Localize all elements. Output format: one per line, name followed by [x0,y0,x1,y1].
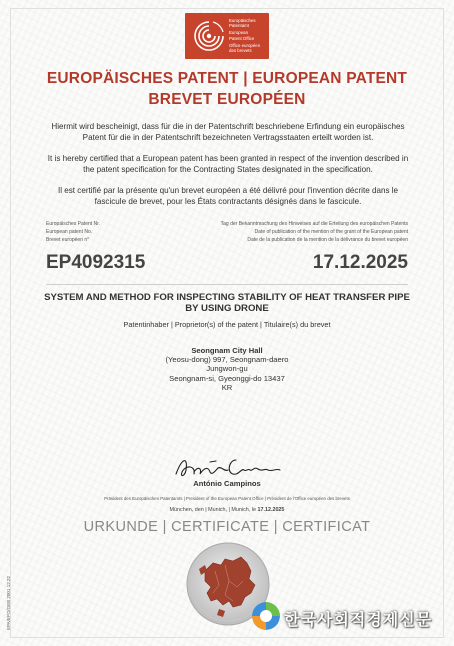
label-text: Date of publication of the mention of the grant of the European patent [254,229,408,235]
logo-text [229,18,260,53]
watermark-text: 한국사회적경제신문 [284,610,433,629]
grant-date: 17.12.2025 [312,252,408,273]
patent-holder [0,346,454,392]
holder-address-line: Jungwon-gu [206,364,248,374]
signatory-name: António Campinos [193,479,261,488]
certificate-title: EUROPÄISCHES PATENT | EUROPEAN PATENT [46,70,408,87]
certificate-subtitle: BREVET EUROPÉEN [148,91,306,108]
patent-number: EP4092315 [46,252,146,273]
divider [46,284,408,285]
signature-image [166,452,290,482]
logo-line: Patentamt [229,23,250,29]
logo-line: des brevets [229,48,252,54]
statement-french: Il est certifié par la présente qu'un brevet européen a été délivré pour l'invention décrite dans le fascicule de brevet, pour les États contractants désignés dans le fascicule. [57,186,399,206]
grant-date-labels [221,220,408,244]
document-code-text: EPA/EPO/OEB 2001 12.22 [6,576,11,630]
place-date-line [0,507,454,513]
statement-english: It is hereby certified that a European patent has been granted in respect of the invention described in the patent specification for the Contracting States designated in the specification. [47,154,409,174]
epo-logo [185,13,269,59]
statement-german: Hiermit wird bescheinigt, dass für die in der Patentschrift beschriebene Erfindung ein europäisches Patent für die in der Patentschrift bezeichneten Vertragsstaaten erteilt worden ist. [51,122,405,142]
holder-address-line: (Yeosu-dong) 997, Seongnam-daero [165,355,289,365]
logo-line: Office européen [229,42,261,48]
holder-address-line: Seongnam-si, Gyeonggi-do 13437 [169,373,285,383]
epo-emblem-icon [191,18,227,54]
invention-title: SYSTEM AND METHOD FOR INSPECTING STABILITY OF HEAT TRANSFER PIPE BY USING DRONE [44,292,410,314]
place-prefix: München, den | Munich, | Munich, le [169,507,256,513]
logo-line: European [229,30,249,36]
certificate-heading: URKUNDE | CERTIFICATE | CERTIFICAT [83,519,371,535]
logo-line: Patent Office [229,35,255,41]
newspaper-watermark [246,600,446,636]
president-title: Präsident des Europäischen Patentamts | President of the European Patent Office | Président de l'Office européen des brevets [104,496,350,501]
label-text: Tag der Bekanntmachung des Hinweises auf die Erteilung des europäischen Patents [220,221,408,227]
document-code [6,560,16,630]
place-date: 17.12.2025 [257,507,285,513]
watermark-logo-icon [252,602,280,630]
label-text: Europäisches Patent Nr. [46,221,100,227]
label-text: European patent No. [46,229,93,235]
patent-number-labels [46,220,100,244]
holder-name: Seongnam City Hall [191,346,263,355]
label-text: Brevet européen n° [46,237,90,243]
label-text: Date de la publication de la mention de la délivrance du brevet européen [247,237,408,243]
holder-country: KR [221,382,233,392]
holder-label: Patentinhaber | Proprietor(s) of the patent | Titulaire(s) du brevet [123,320,331,329]
logo-line: Europäisches [229,18,256,23]
